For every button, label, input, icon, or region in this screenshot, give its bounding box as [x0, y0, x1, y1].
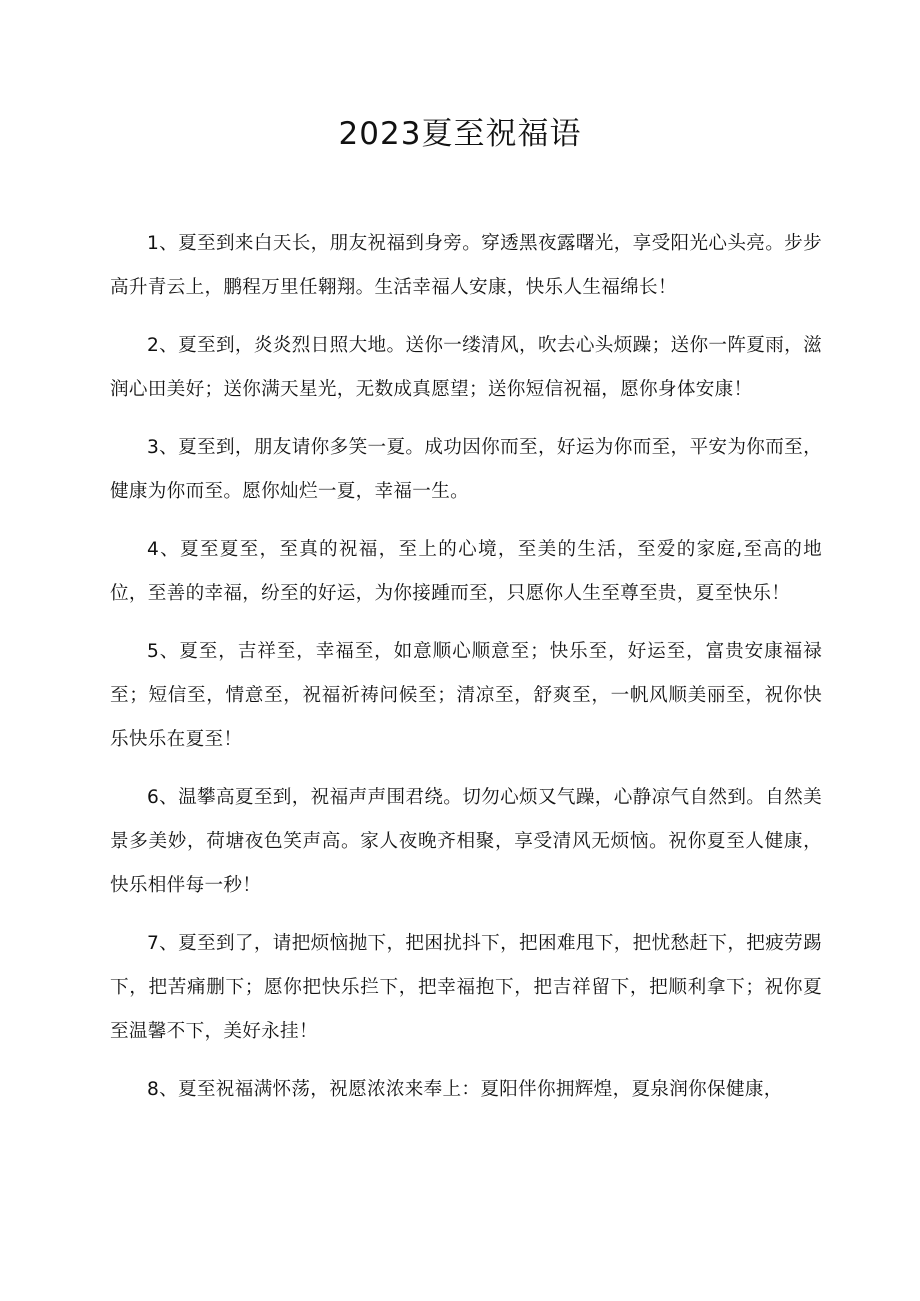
paragraph-8: 8、夏至祝福满怀荡，祝愿浓浓来奉上：夏阳伴你拥辉煌，夏泉润你保健康， — [147, 1079, 783, 1100]
document-body — [110, 222, 822, 1126]
paragraph-5: 5、夏至，吉祥至，幸福至，如意顺心顺意至；快乐至，好运至，富贵安康福禄至；短信至，情意至，祝福祈祷问候至；清凉至，舒爽至，一帆风顺美丽至，祝你快乐快乐在夏至！ — [110, 641, 822, 750]
paragraph-1: 1、夏至到来白天长，朋友祝福到身旁。穿透黑夜露曙光，享受阳光心头亮。步步高升青云上，鹏程万里任翱翔。生活幸福人安康，快乐人生福绵长！ — [110, 233, 822, 298]
paragraph-2: 2、夏至到，炎炎烈日照大地。送你一缕清风，吹去心头烦躁；送你一阵夏雨，滋润心田美好；送你满天星光，无数成真愿望；送你短信祝福，愿你身体安康！ — [110, 335, 822, 400]
paragraph-4: 4、夏至夏至，至真的祝福，至上的心境，至美的生活，至爱的家庭,至高的地位，至善的幸福，纷至的好运，为你接踵而至，只愿你人生至尊至贵，夏至快乐！ — [110, 539, 822, 604]
paragraph-6: 6、温攀高夏至到，祝福声声围君绕。切勿心烦又气躁，心静凉气自然到。自然美景多美妙，荷塘夜色笑声高。家人夜晚齐相聚，享受清风无烦恼。祝你夏至人健康，快乐相伴每一秒！ — [110, 787, 822, 896]
paragraph-3: 3、夏至到，朋友请你多笑一夏。成功因你而至，好运为你而至，平安为你而至，健康为你而至。愿你灿烂一夏，幸福一生。 — [110, 437, 822, 502]
paragraph-7: 7、夏至到了，请把烦恼抛下，把困扰抖下，把困难甩下，把忧愁赶下，把疲劳踢下，把苦痛删下；愿你把快乐拦下，把幸福抱下，把吉祥留下，把顺利拿下；祝你夏至温馨不下，美好永挂！ — [110, 933, 822, 1042]
page-title: 2023夏至祝福语 — [338, 116, 582, 152]
